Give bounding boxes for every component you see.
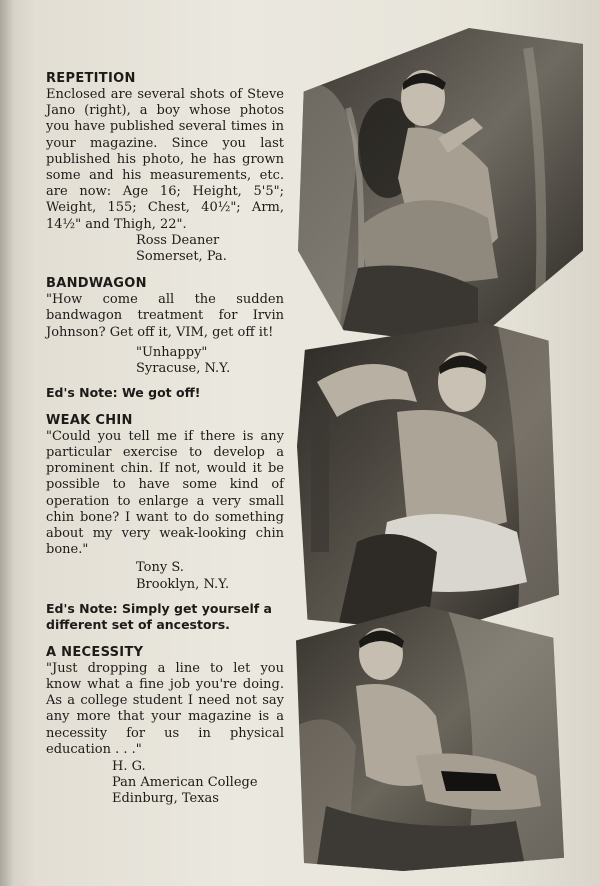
signature-location: Somerset, Pa. bbox=[136, 249, 227, 265]
photo-flexing-figure bbox=[297, 322, 559, 632]
letter-signature bbox=[46, 345, 284, 377]
letter-bandwagon bbox=[46, 275, 284, 402]
letter-body: Enclosed are several shots of Steve Jano (right), a boy whose photos you have published several times in your magazine. Since you last published his photo, he has grown some and his measurements, etc. are now: Age 16; Height, 5'5"; Weight, 155; Chest, 40½"; Arm, 14½" and Thigh, 22". bbox=[46, 87, 284, 232]
letter-heading: WEAK CHIN bbox=[46, 412, 133, 428]
spine-shadow bbox=[0, 0, 14, 886]
signature-name: Ross Deaner bbox=[136, 232, 220, 248]
letter-heading: A NECESSITY bbox=[46, 644, 144, 660]
signature-location: Syracuse, N.Y. bbox=[136, 361, 231, 377]
signature-location: Brooklyn, N.Y. bbox=[136, 576, 230, 592]
signature-college: Pan American College bbox=[112, 775, 258, 791]
letter-weak-chin bbox=[46, 412, 284, 634]
letter-heading: BANDWAGON bbox=[46, 276, 147, 292]
editor-note: Ed's Note: Simply get yourself a different set of ancestors. bbox=[46, 600, 272, 633]
photo-reclining-figure bbox=[296, 606, 564, 871]
letter-body: "Could you tell me if there is any particular exercise to develop a prominent chin. If not, would it be possible to have some kind of operation to enlarge a very small chin bone? I want to do something about my very weak-looking chin bone." bbox=[46, 428, 284, 558]
letter-signature bbox=[46, 759, 284, 808]
letter-a-necessity bbox=[46, 644, 284, 808]
signature-name: "Unhappy" bbox=[136, 344, 208, 360]
letter-signature bbox=[46, 233, 284, 265]
letter-signature bbox=[46, 560, 284, 592]
signature-location: Edinburg, Texas bbox=[112, 791, 219, 807]
signature-name: Tony S. bbox=[136, 560, 184, 576]
editor-note: Ed's Note: We got off! bbox=[46, 385, 201, 401]
letter-heading: REPETITION bbox=[46, 71, 136, 86]
letter-body: "How come all the sudden bandwagon treatment for Irvin Johnson? Get off it, VIM, get off it! bbox=[46, 292, 284, 340]
photo-seated-figure bbox=[298, 28, 583, 346]
letter-repetition bbox=[46, 70, 284, 265]
letter-body: "Just dropping a line to let you know what a fine job you're doing. As a college student I need not say any more that your magazine is a necessity for us in physical education . . ." bbox=[46, 660, 284, 757]
signature-name: H. G. bbox=[112, 759, 146, 774]
letters-column bbox=[46, 70, 284, 808]
